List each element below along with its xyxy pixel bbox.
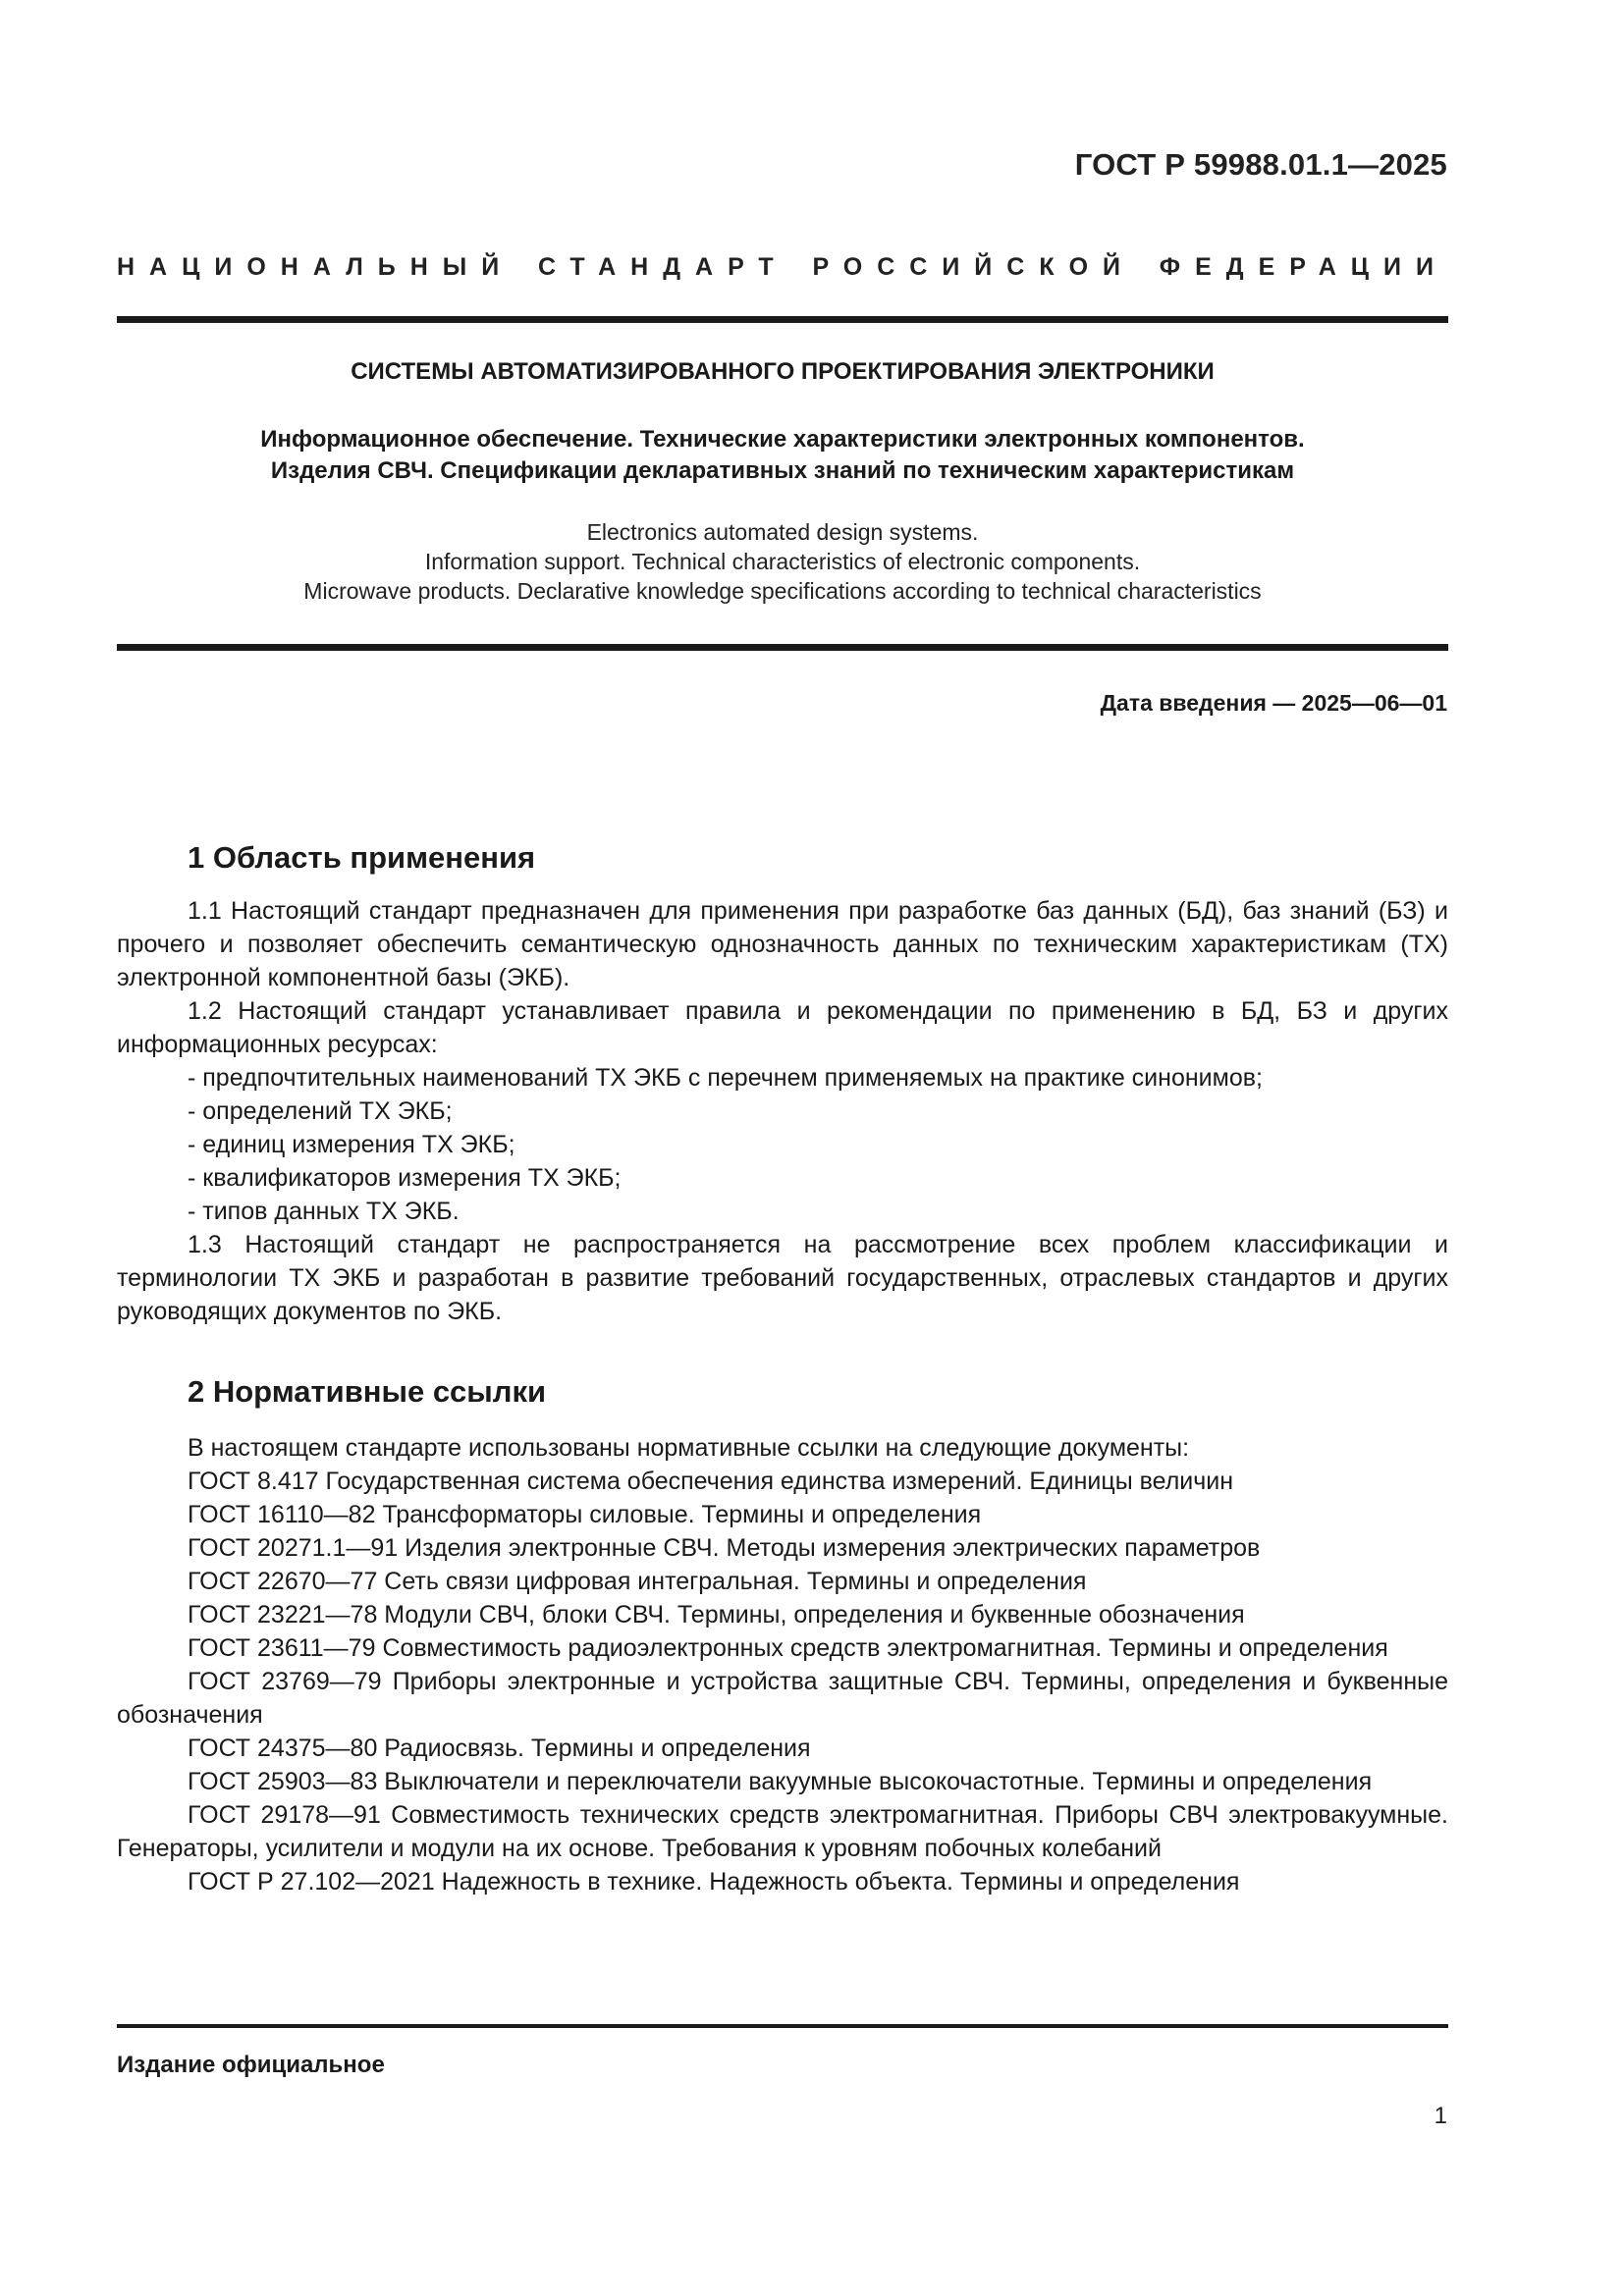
reference-item: ГОСТ 20271.1—91 Изделия электронные СВЧ. Методы измерения электрических параметров <box>188 1534 1261 1562</box>
english-title-line: Microwave products. Declarative knowledge specifications according to technical characteristics <box>303 578 1262 604</box>
title-rule <box>117 644 1448 651</box>
reference-item: ГОСТ 16110—82 Трансформаторы силовые. Термины и определения <box>188 1501 982 1528</box>
list-item: - квалификаторов измерения ТХ ЭКБ; <box>188 1164 622 1192</box>
reference-item: ГОСТ 23221—78 Модули СВЧ, блоки СВЧ. Термины, определения и буквенные обозначения <box>188 1601 1245 1629</box>
section-heading-scope: 1 Область применения <box>188 840 536 875</box>
header-rule <box>117 316 1448 323</box>
section-body-scope <box>117 894 1448 1328</box>
paragraph: В настоящем стандарте использованы нормативные ссылки на следующие документы: <box>188 1434 1190 1462</box>
list-item: - единиц измерения ТХ ЭКБ; <box>188 1131 515 1158</box>
reference-item: ГОСТ 23769—79 Приборы электронные и устройства защитные СВЧ. Термины, определения и буквенные обозначения <box>117 1668 1448 1729</box>
reference-item: ГОСТ 22670—77 Сеть связи цифровая интегральная. Термины и определения <box>188 1568 1087 1595</box>
paragraph: 1.2 Настоящий стандарт устанавливает правила и рекомендации по применению в БД, БЗ и других информационных ресурсах: <box>117 997 1448 1058</box>
subtitle <box>117 424 1448 487</box>
subtitle-line: Изделия СВЧ. Спецификации декларативных знаний по техническим характеристикам <box>270 457 1295 484</box>
reference-item: ГОСТ Р 27.102—2021 Надежность в технике. Надежность объекта. Термины и определения <box>188 1868 1240 1896</box>
official-edition-label: Издание официальное <box>117 2052 385 2078</box>
section-body-references <box>117 1431 1448 1898</box>
main-title: СИСТЕМЫ АВТОМАТИЗИРОВАННОГО ПРОЕКТИРОВАНИЯ ЭЛЕКТРОНИКИ <box>351 358 1215 385</box>
footer-rule <box>117 2024 1448 2028</box>
list-item: - типов данных ТХ ЭКБ. <box>188 1198 460 1225</box>
list-item: - предпочтительных наименований ТХ ЭКБ с перечнем применяемых на практике синонимов; <box>188 1064 1263 1092</box>
document-id: ГОСТ Р 59988.01.1—2025 <box>1074 147 1447 182</box>
paragraph: 1.3 Настоящий стандарт не распространяется на рассмотрение всех проблем классификации и терминологии ТХ ЭКБ и разработан в развитие требований государственных, отраслевых стандартов и других руководящих документов по ЭКБ. <box>117 1231 1448 1325</box>
english-title <box>117 517 1448 606</box>
reference-item: ГОСТ 29178—91 Совместимость технических средств электромагнитная. Приборы СВЧ электровакуумные. Генераторы, усилители и модули на их основе. Требования к уровням побочных колебаний <box>117 1801 1448 1862</box>
english-title-line: Information support. Technical characteristics of electronic components. <box>424 549 1141 574</box>
section-heading-references: 2 Нормативные ссылки <box>188 1374 547 1409</box>
english-title-line: Electronics automated design systems. <box>586 519 979 545</box>
reference-item: ГОСТ 24375—80 Радиосвязь. Термины и определения <box>188 1735 811 1762</box>
page-number: 1 <box>1434 2103 1447 2129</box>
paragraph: 1.1 Настоящий стандарт предназначен для применения при разработке баз данных (БД), баз знаний (БЗ) и прочего и позволяет обеспечить семантическую однозначность данных по техническим характеристикам (ТХ) электронной компонентной базы (ЭКБ). <box>117 897 1448 991</box>
reference-item: ГОСТ 25903—83 Выключатели и переключатели вакуумные высокочастотные. Термины и определения <box>188 1768 1373 1795</box>
subtitle-line: Информационное обеспечение. Технические характеристики электронных компонентов. <box>260 426 1305 453</box>
reference-item: ГОСТ 8.417 Государственная система обеспечения единства измерений. Единицы величин <box>188 1468 1234 1495</box>
reference-item: ГОСТ 23611—79 Совместимость радиоэлектронных средств электромагнитная. Термины и определения <box>188 1634 1388 1662</box>
introduction-date: Дата введения — 2025—06—01 <box>1100 690 1447 716</box>
national-standard-label: НАЦИОНАЛЬНЫЙ СТАНДАРТ РОССИЙСКОЙ ФЕДЕРАЦИИ <box>117 253 1448 281</box>
list-item: - определений ТХ ЭКБ; <box>188 1097 453 1125</box>
